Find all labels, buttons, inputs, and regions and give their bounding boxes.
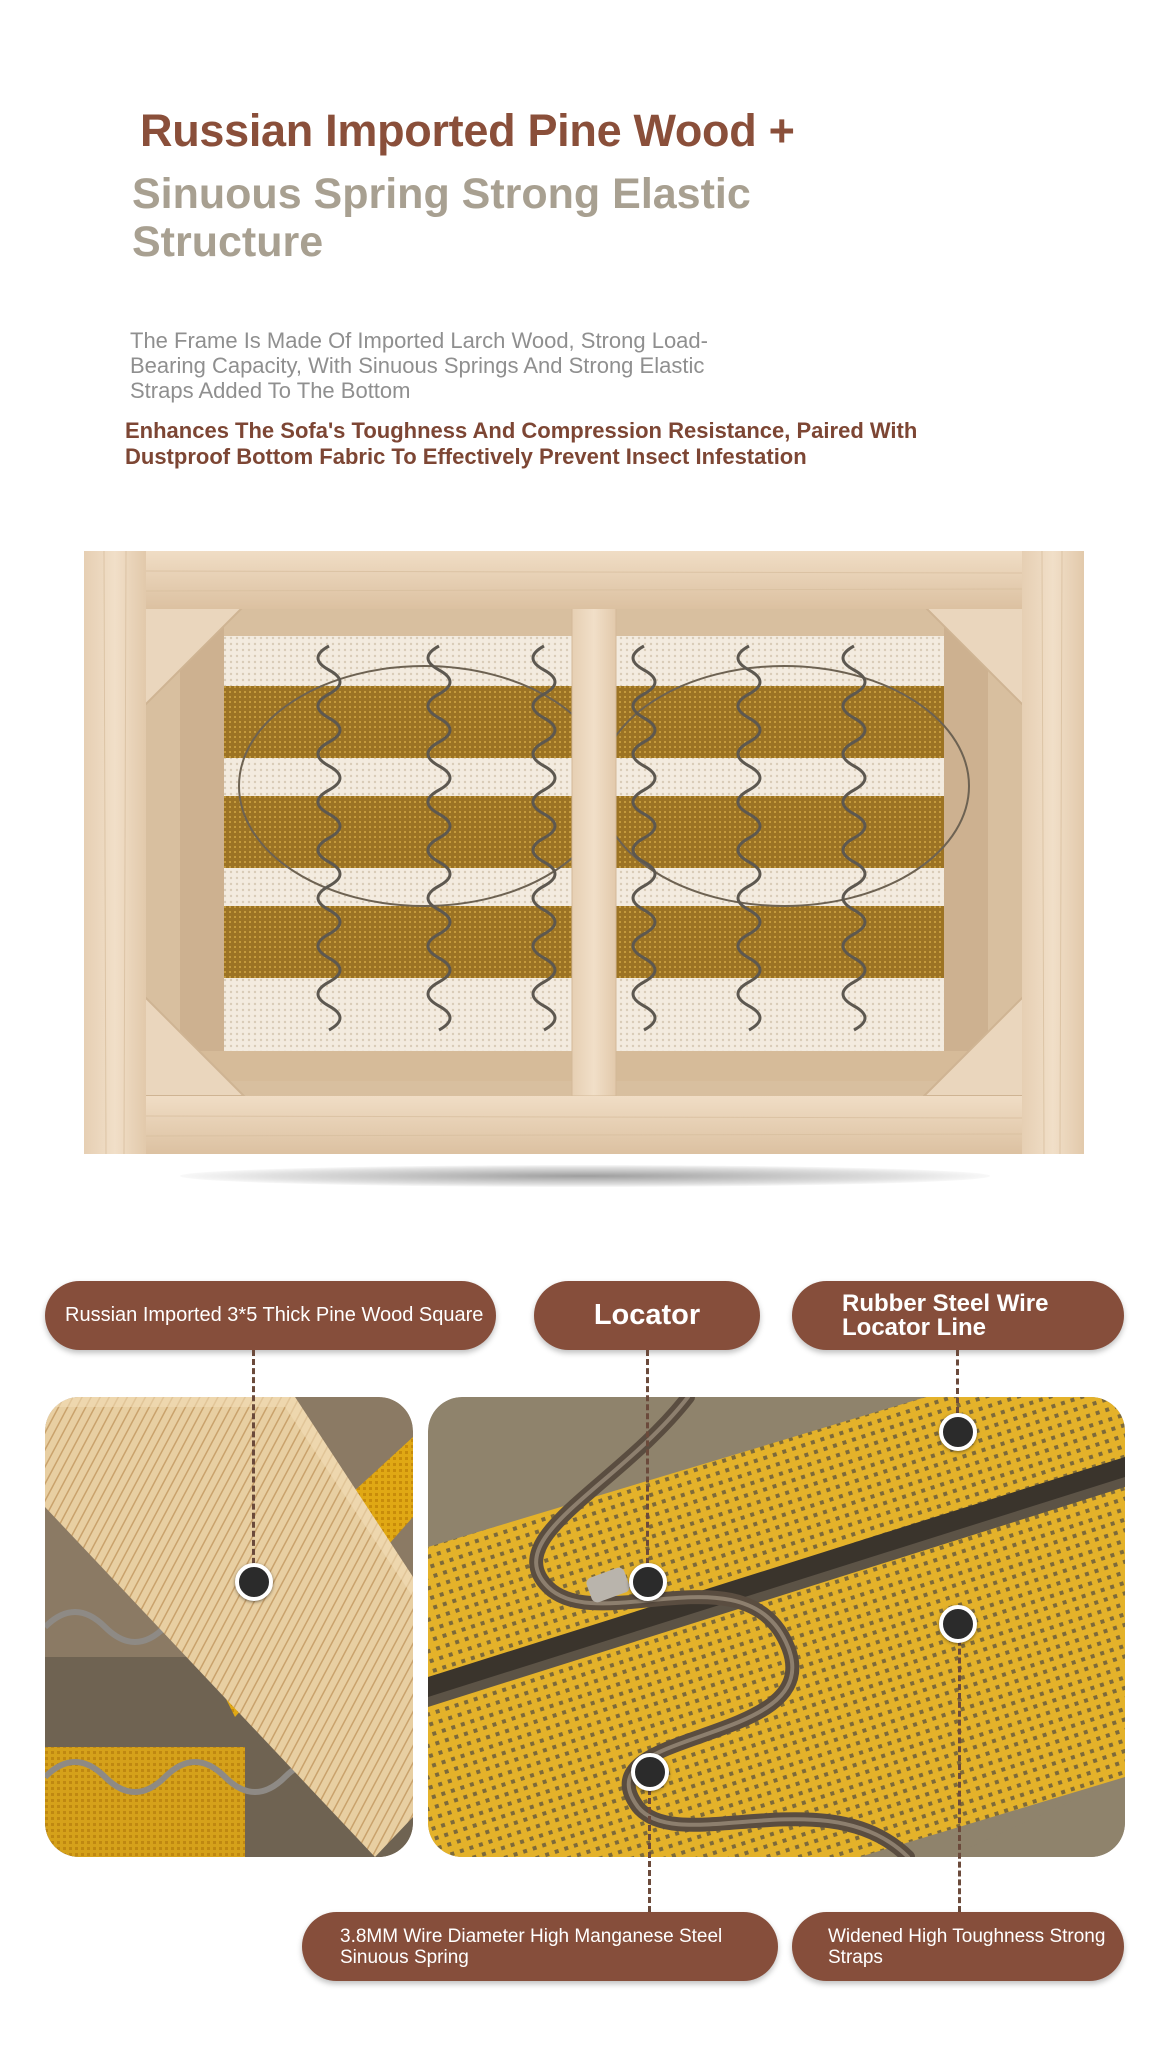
headline-line-1: Russian Imported Pine Wood + <box>140 105 795 156</box>
marker-dot-icon <box>631 1753 669 1791</box>
leader-line-pine <box>252 1350 255 1582</box>
description-text: The Frame Is Made Of Imported Larch Wood, Strong Load-Bearing Capacity, With Sinuous Springs And Strong Elastic Straps Added To The Bottom <box>130 328 708 403</box>
marker-dot-icon <box>629 1563 667 1601</box>
sofa-frame-photo <box>84 551 1084 1154</box>
callout-locator: Locator <box>534 1281 760 1350</box>
pine-wood-detail-photo <box>45 1397 413 1857</box>
callout-rubber-wire: Rubber Steel Wire Locator Line <box>792 1281 1124 1350</box>
highlight-text: Enhances The Sofa's Toughness And Compression Resistance, Paired With Dustproof Bottom Fabric To Effectively Prevent Insect Infestation <box>125 418 918 469</box>
frame-shadow <box>180 1165 990 1187</box>
headline-line-2: Sinuous Spring Strong Elastic Structure <box>132 170 751 266</box>
marker-dot-icon <box>235 1563 273 1601</box>
callout-pine-wood: Russian Imported 3*5 Thick Pine Wood Square <box>45 1281 496 1350</box>
marker-dot-icon <box>939 1413 977 1451</box>
callout-straps: Widened High Toughness Strong Straps <box>792 1912 1124 1981</box>
spring-strap-detail-photo <box>428 1397 1125 1857</box>
callout-spring: 3.8MM Wire Diameter High Manganese Steel Sinuous Spring <box>302 1912 778 1981</box>
marker-dot-icon <box>939 1605 977 1643</box>
leader-line-locator <box>646 1350 649 1582</box>
leader-line-straps <box>958 1622 961 1912</box>
